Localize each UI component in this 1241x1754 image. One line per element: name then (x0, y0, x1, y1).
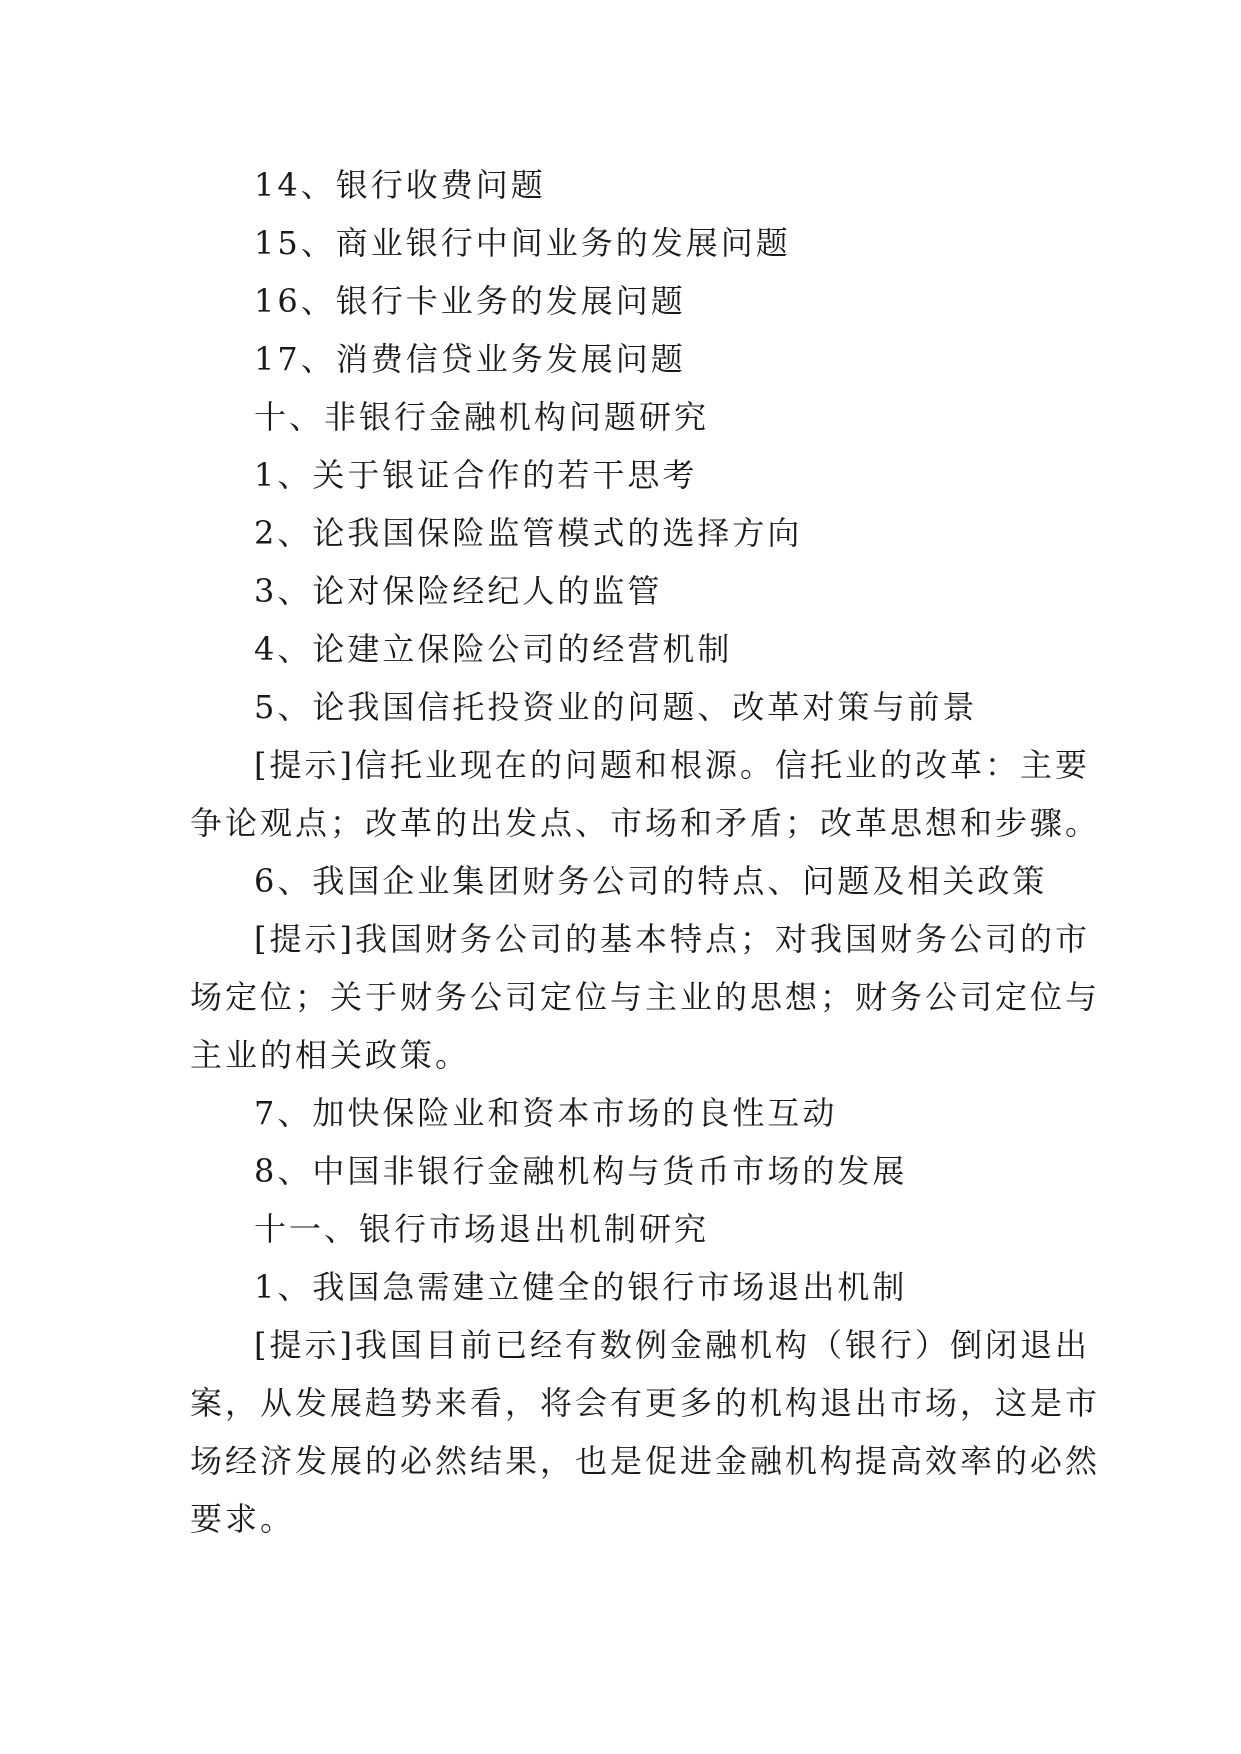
paragraph (190, 272, 1060, 330)
hint-line: 场定位；关于财务公司定位与主业的思想；财务公司定位与 (190, 978, 1101, 1016)
list-item: 17、消费信贷业务发展问题 (254, 340, 686, 378)
hint-line: [提示]信托业现在的问题和根源。信托业的改革：主要 (254, 746, 1090, 784)
paragraph (190, 446, 1060, 504)
paragraph (190, 678, 1060, 736)
list-item: 1、我国急需建立健全的银行市场退出机制 (254, 1268, 908, 1306)
list-item: 6、我国企业集团财务公司的特点、问题及相关政策 (254, 862, 1048, 900)
hint-line: 场经济发展的必然结果，也是促进金融机构提高效率的必然 (190, 1442, 1101, 1480)
list-item: 7、加快保险业和资本市场的良性互动 (254, 1094, 838, 1132)
paragraph (190, 620, 1060, 678)
hint-line: [提示]我国目前已经有数例金融机构（银行）倒闭退出 (254, 1326, 1090, 1364)
paragraph (190, 1258, 1060, 1316)
list-item: 14、银行收费问题 (254, 166, 546, 204)
hint-line: 要求。 (190, 1500, 296, 1538)
list-item: 8、中国非银行金融机构与货币市场的发展 (254, 1152, 908, 1190)
paragraph (190, 562, 1060, 620)
section-heading: 十一、银行市场退出机制研究 (254, 1210, 710, 1248)
document-body (190, 156, 1101, 1548)
paragraph (190, 1084, 1060, 1142)
section-heading: 十、非银行金融机构问题研究 (254, 398, 710, 436)
paragraph (190, 852, 1060, 910)
list-item: 5、论我国信托投资业的问题、改革对策与前景 (254, 688, 978, 726)
list-item: 1、关于银证合作的若干思考 (254, 456, 698, 494)
list-item: 15、商业银行中间业务的发展问题 (254, 224, 791, 262)
hint-line: 案，从发展趋势来看，将会有更多的机构退出市场，这是市 (190, 1384, 1101, 1422)
hint-line: [提示]我国财务公司的基本特点；对我国财务公司的市 (254, 920, 1090, 958)
paragraph (190, 504, 1060, 562)
list-item: 2、论我国保险监管模式的选择方向 (254, 514, 803, 552)
hint-line: 争论观点；改革的出发点、市场和矛盾；改革思想和步骤。 (190, 804, 1101, 842)
list-item: 4、论建立保险公司的经营机制 (254, 630, 733, 668)
hint-line: 主业的相关政策。 (190, 1036, 471, 1074)
hint-paragraph (190, 736, 1101, 852)
list-item: 16、银行卡业务的发展问题 (254, 282, 686, 320)
paragraph (190, 388, 1060, 446)
paragraph (190, 214, 1060, 272)
paragraph (190, 330, 1060, 388)
list-item: 3、论对保险经纪人的监管 (254, 572, 663, 610)
paragraph (190, 1142, 1060, 1200)
paragraph (190, 1200, 1060, 1258)
hint-paragraph (190, 1316, 1101, 1548)
paragraph (190, 156, 1060, 214)
hint-paragraph (190, 910, 1101, 1084)
